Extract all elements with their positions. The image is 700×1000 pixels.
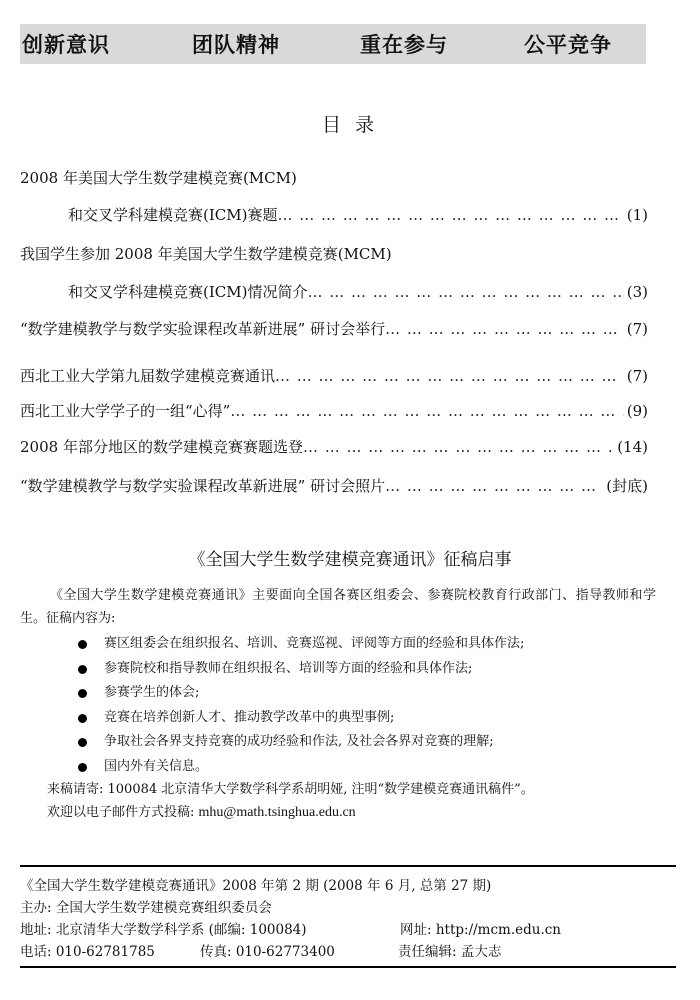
toc-title: 目 录 (321, 114, 379, 136)
list-item: 争取社会各界支持竞赛的成功经验和作法, 及社会各界对竞赛的理解; (68, 730, 524, 755)
toc-page-number: (7) (626, 367, 648, 385)
phone-info: 电话: 010-62781785 (20, 944, 155, 960)
editor-info: 责任编辑: 孟大志 (398, 944, 502, 960)
list-item: 赛区组委会在组织报名、培训、竞赛巡视、评阅等方面的经验和具体作法; (68, 632, 524, 657)
top-divider (20, 865, 676, 867)
notice-title: 《全国大学生数学建模竞赛通讯》征稿启事 (188, 550, 512, 570)
toc-page-number: (9) (626, 402, 648, 420)
address-row (20, 920, 676, 940)
notice-intro: 《全国大学生数学建模竞赛通讯》主要面向全国各赛区组委会、参赛院校教育行政部门、指导教师和学生。征稿内容为: (20, 588, 656, 626)
slogan-teamwork: 团队精神 (192, 33, 280, 57)
fax-info: 传真: 010-62773400 (200, 944, 335, 960)
bullet-icon (78, 689, 87, 698)
toc-entry-7[interactable] (20, 476, 648, 496)
list-item: 竞赛在培养创新人才、推动教学改革中的典型事例; (68, 706, 524, 731)
bullet-icon (78, 763, 87, 772)
toc-entry-title: 2008 年部分地区的数学建模竞赛赛题选登 (20, 438, 303, 456)
sponsor-info: 主办: 全国大学生数学建模竞赛组织委员会 (20, 900, 272, 916)
issue-info: 《全国大学生数学建模竞赛通讯》2008 年第 2 期 (2008 年 6 月, 总第 27 期) (20, 878, 492, 894)
email-line (47, 803, 356, 823)
leader-dots (385, 319, 624, 339)
toc-entry-title: 和交叉学科建模竞赛(ICM)情况简介 (68, 283, 308, 301)
toc-entry-title: 和交叉学科建模竞赛(ICM)赛题 (68, 206, 278, 224)
toc-page-number: (封底) (606, 477, 648, 495)
toc-entry-1-line-1: 2008 年美国大学生数学建模竞赛(MCM) (20, 169, 297, 187)
bottom-divider (20, 966, 676, 968)
toc-entry-3[interactable] (20, 319, 648, 339)
email-label: 欢迎以电子邮件方式投稿: (47, 805, 195, 820)
leader-dots (385, 476, 603, 496)
toc-entry-2-line-1: 我国学生参加 2008 年美国大学生数学建模竞赛(MCM) (20, 245, 392, 263)
leader-dots (303, 437, 614, 457)
contact-row (20, 942, 676, 962)
toc-entry-2[interactable] (68, 282, 648, 302)
website-link[interactable]: 网址: http://mcm.edu.cn (400, 922, 561, 938)
slogan-banner (20, 24, 646, 64)
leader-dots (277, 205, 623, 225)
slogan-fair-competition: 公平竞争 (524, 33, 612, 57)
list-item: 参赛学生的体会; (68, 681, 524, 706)
submission-address: 来稿请寄: 100084 北京清华大学数学科学系胡明娅, 注明“数学建模竞赛通讯稿件”。 (47, 782, 534, 797)
bullet-icon (78, 714, 87, 723)
toc-entry-4[interactable] (20, 366, 648, 386)
bullet-icon (78, 738, 87, 747)
toc-entry-1[interactable] (68, 205, 648, 225)
toc-entry-title: 西北工业大学学子的一组“心得” (20, 402, 231, 420)
slogan-innovation: 创新意识 (22, 33, 110, 57)
bullet-icon (78, 640, 87, 649)
leader-dots (230, 401, 623, 421)
leader-dots (307, 282, 623, 302)
toc-entry-6[interactable] (20, 437, 648, 457)
slogan-participation: 重在参与 (360, 33, 448, 57)
toc-page-number: (3) (626, 283, 648, 301)
toc-entry-5[interactable] (20, 401, 648, 421)
toc-entry-title: 西北工业大学第九届数学建模竞赛通讯 (20, 367, 276, 385)
list-item: 国内外有关信息。 (68, 755, 524, 780)
toc-entry-title: “数学建模教学与数学实验课程改革新进展” 研讨会举行 (20, 320, 386, 338)
content-list (68, 632, 524, 779)
list-item: 参赛院校和指导教师在组织报名、培训等方面的经验和具体作法; (68, 657, 524, 682)
leader-dots (275, 366, 624, 386)
toc-page-number: (7) (626, 320, 648, 338)
email-link[interactable]: mhu@math.tsinghua.edu.cn (198, 805, 356, 820)
address-info: 地址: 北京清华大学数学科学系 (邮编: 100084) (20, 922, 307, 938)
toc-page-number: (1) (626, 206, 648, 224)
bullet-icon (78, 665, 87, 674)
toc-entry-title: “数学建模教学与数学实验课程改革新进展” 研讨会照片 (20, 477, 386, 495)
toc-page-number: (14) (617, 438, 648, 456)
